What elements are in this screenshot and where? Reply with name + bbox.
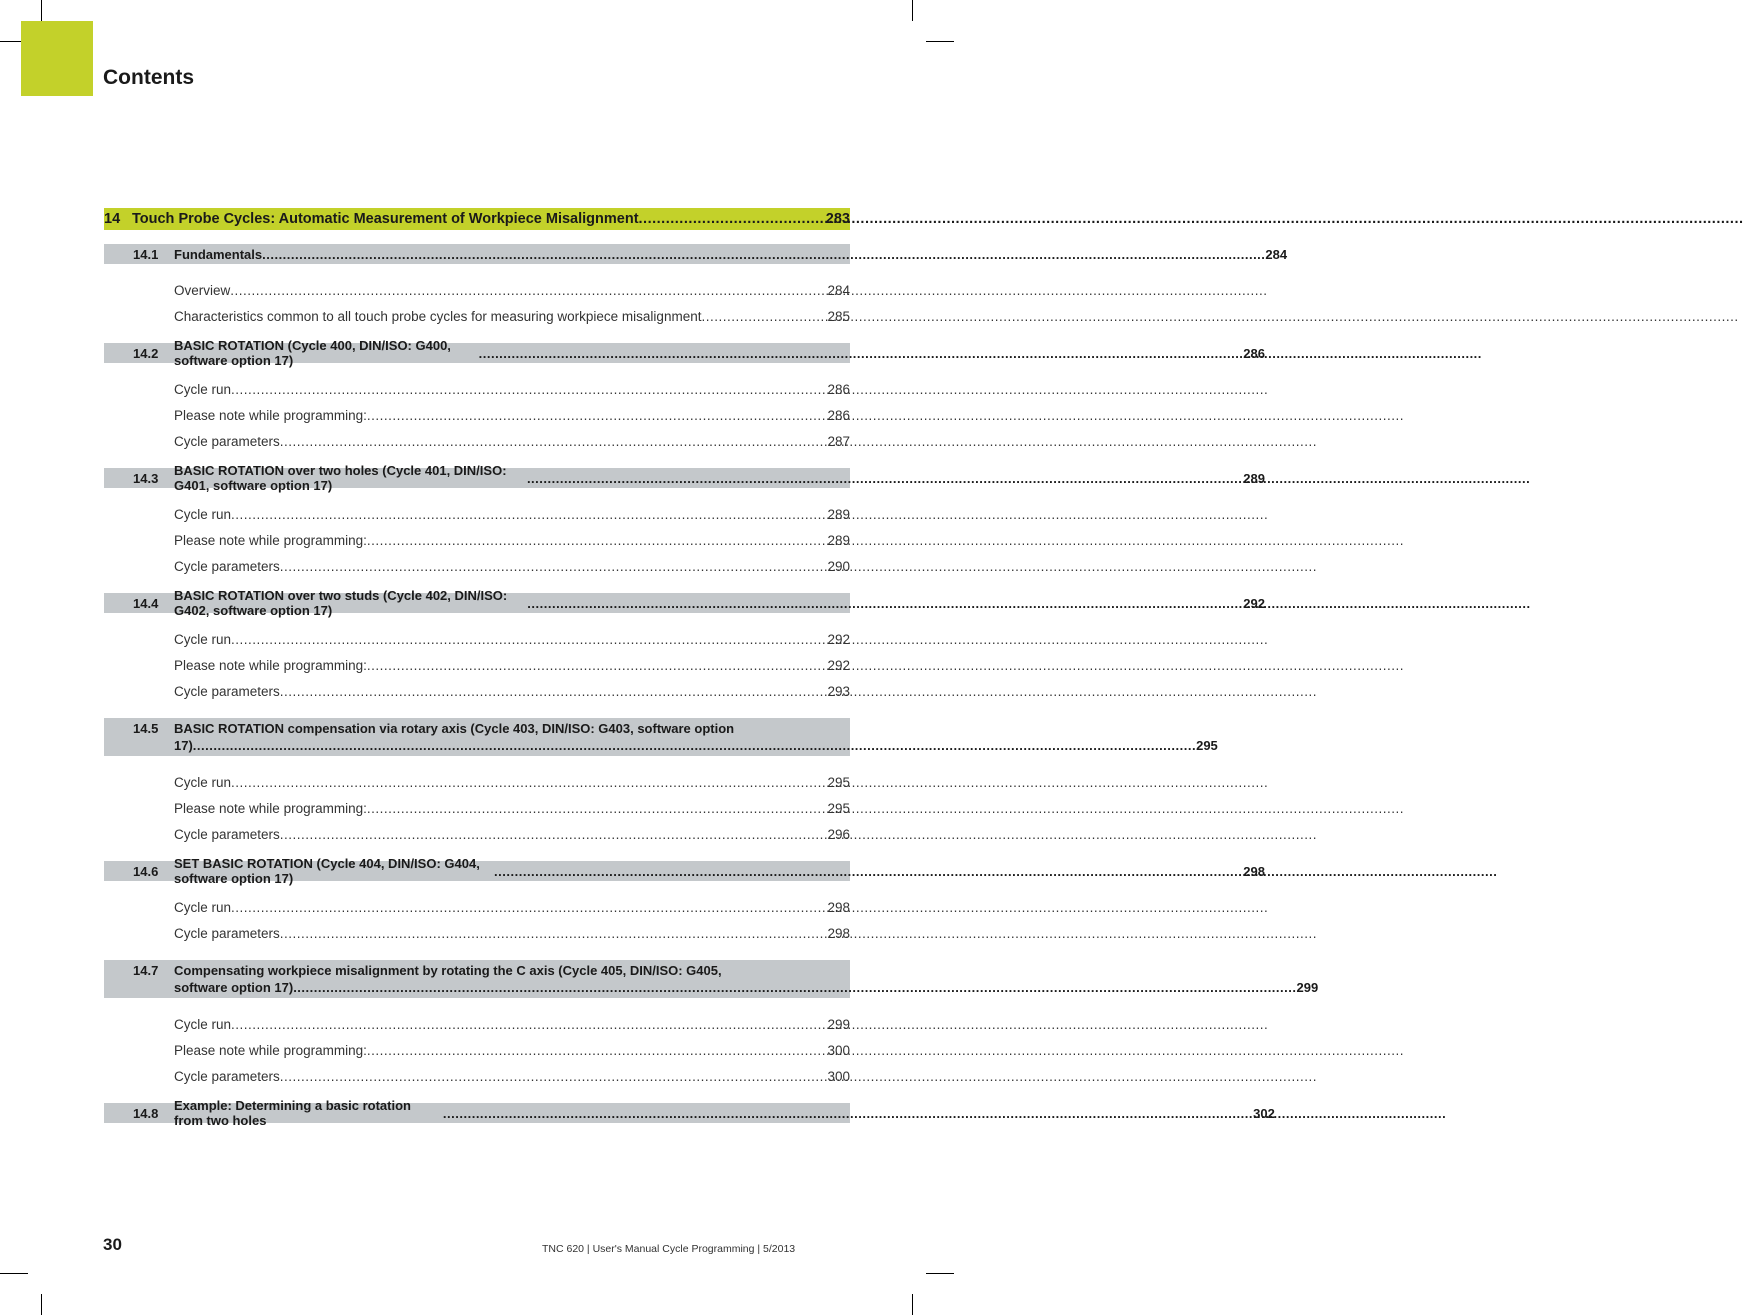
toc-section-heading[interactable]	[104, 718, 1218, 756]
entry-page: 286	[827, 381, 850, 397]
section-number: 14.2	[133, 345, 159, 361]
toc-entry[interactable]	[174, 799, 850, 817]
dot-leader	[280, 1069, 828, 1084]
toc-entry[interactable]	[174, 432, 850, 450]
entry-page: 299	[827, 1016, 850, 1032]
section-title: Fundamentals	[174, 246, 263, 262]
entry-page: 284	[827, 282, 850, 298]
entry-page: 300	[827, 1068, 850, 1084]
dot-leader	[293, 979, 1296, 996]
entry-title: Please note while programming:	[174, 407, 367, 423]
section-title-line2: 17)	[174, 738, 193, 753]
toc-section-heading[interactable]	[104, 1098, 1275, 1128]
toc-entry[interactable]	[174, 630, 850, 648]
section-page: 299	[1296, 980, 1319, 995]
dot-leader	[527, 596, 1243, 611]
dot-leader	[231, 1017, 827, 1032]
toc-entry[interactable]	[174, 1041, 850, 1059]
entry-title: Cycle run	[174, 631, 232, 647]
crop-mark	[41, 1294, 42, 1315]
footer-text: TNC 620 | User's Manual Cycle Programming | 5/2013	[542, 1243, 796, 1255]
toc-section-heading[interactable]	[104, 244, 1288, 264]
entry-title: Cycle parameters	[174, 925, 280, 941]
crop-mark	[926, 41, 954, 42]
entry-title: Cycle run	[174, 381, 232, 397]
section-title: BASIC ROTATION (Cycle 400, DIN/ISO: G400, software option 17)	[174, 338, 451, 368]
entry-page: 293	[827, 683, 850, 699]
dot-leader	[280, 827, 828, 842]
toc-section-heading[interactable]	[104, 338, 1265, 368]
section-number: 14.7	[133, 963, 159, 978]
dot-leader	[367, 658, 828, 673]
dot-leader	[639, 211, 826, 227]
toc-entry[interactable]	[174, 1015, 850, 1033]
dot-leader	[367, 408, 828, 423]
dot-leader	[367, 1043, 828, 1058]
dot-leader	[280, 434, 828, 449]
entry-title: Please note while programming:	[174, 657, 367, 673]
entry-page: 300	[827, 1042, 850, 1058]
dot-leader	[231, 900, 827, 915]
dot-leader	[193, 737, 1196, 754]
entry-title: Cycle parameters	[174, 433, 280, 449]
toc-entry[interactable]	[174, 656, 850, 674]
toc-section-heading[interactable]	[104, 588, 1265, 618]
entry-page: 289	[827, 506, 850, 522]
entry-page: 285	[827, 308, 850, 324]
toc-entry[interactable]	[174, 682, 850, 700]
section-page: 298	[1243, 863, 1265, 879]
section-number: 14.8	[133, 1105, 159, 1121]
section-number: 14.6	[133, 863, 159, 879]
dot-leader	[280, 926, 828, 941]
crop-mark	[912, 0, 913, 21]
entry-title: Please note while programming:	[174, 1042, 367, 1058]
section-title: SET BASIC ROTATION (Cycle 404, DIN/ISO: G404, software option 17)	[174, 856, 480, 886]
section-number: 14.4	[133, 595, 159, 611]
dot-leader	[494, 864, 1243, 879]
section-page: 286	[1243, 345, 1265, 361]
entry-page: 295	[827, 800, 850, 816]
dot-leader	[367, 533, 828, 548]
section-page: 292	[1243, 595, 1265, 611]
section-page: 284	[1265, 246, 1288, 262]
entry-page: 286	[827, 407, 850, 423]
dot-leader	[280, 684, 828, 699]
entry-title: Cycle run	[174, 899, 232, 915]
entry-page: 298	[827, 899, 850, 915]
section-title-line1: BASIC ROTATION compensation via rotary axis (Cycle 403, DIN/ISO: G403, software option	[174, 721, 735, 736]
section-title: BASIC ROTATION over two studs (Cycle 402, DIN/ISO: G402, software option 17)	[174, 588, 508, 618]
crop-mark	[0, 1273, 28, 1274]
toc-entry[interactable]	[174, 825, 850, 843]
dot-leader	[231, 382, 827, 397]
entry-page: 292	[827, 631, 850, 647]
entry-title: Cycle run	[174, 774, 232, 790]
toc-entry[interactable]	[174, 380, 850, 398]
dot-leader	[231, 507, 827, 522]
chapter-number: 14	[104, 211, 121, 227]
page-number: 30	[103, 1235, 122, 1254]
entry-title: Cycle run	[174, 506, 232, 522]
toc-entry[interactable]	[174, 281, 850, 299]
dot-leader	[280, 559, 828, 574]
section-number: 14.5	[133, 721, 159, 736]
dot-leader	[367, 801, 828, 816]
dot-leader	[231, 775, 827, 790]
section-title-line1: Compensating workpiece misalignment by rotating the C axis (Cycle 405, DIN/ISO: G405,	[174, 963, 722, 978]
toc-entry[interactable]	[174, 505, 850, 523]
entry-page: 296	[827, 826, 850, 842]
chapter-title: Touch Probe Cycles: Automatic Measurement of Workpiece Misalignment	[132, 211, 639, 227]
toc-section-heading[interactable]	[104, 856, 1265, 886]
entry-page: 287	[827, 433, 850, 449]
section-page: 289	[1243, 470, 1265, 486]
toc-section-heading[interactable]	[104, 463, 1265, 493]
crop-mark	[912, 1294, 913, 1315]
entry-title: Overview	[174, 282, 231, 298]
entry-title: Cycle run	[174, 1016, 232, 1032]
entry-title: Cycle parameters	[174, 683, 280, 699]
toc-entry[interactable]	[174, 1067, 850, 1085]
crop-mark	[926, 1273, 954, 1274]
toc-entry[interactable]	[174, 557, 850, 575]
dot-leader	[479, 346, 1244, 361]
toc-entry[interactable]	[174, 531, 850, 549]
entry-page: 292	[827, 657, 850, 673]
entry-title: Please note while programming:	[174, 800, 367, 816]
entry-title: Cycle parameters	[174, 1068, 280, 1084]
entry-title: Cycle parameters	[174, 826, 280, 842]
toc-entry[interactable]	[174, 773, 850, 791]
section-title-line2: software option 17)	[174, 980, 294, 995]
entry-page: 295	[827, 774, 850, 790]
section-title: BASIC ROTATION over two holes (Cycle 401, DIN/ISO: G401, software option 17)	[174, 463, 507, 493]
toc-chapter-heading[interactable]	[104, 208, 850, 230]
crop-mark	[41, 0, 42, 21]
toc-section-heading[interactable]	[104, 960, 1319, 998]
entry-title: Cycle parameters	[174, 558, 280, 574]
section-number: 14.3	[133, 470, 159, 486]
page-title: Contents	[103, 66, 194, 89]
dot-leader	[443, 1106, 1253, 1121]
section-title: Example: Determining a basic rotation from two holes	[174, 1098, 411, 1128]
dot-leader	[701, 309, 827, 324]
chapter-page: 283	[825, 211, 850, 227]
dot-leader	[231, 632, 827, 647]
section-page: 302	[1253, 1105, 1275, 1121]
toc-entry[interactable]	[174, 924, 850, 942]
entry-page: 289	[827, 532, 850, 548]
toc-entry[interactable]	[174, 406, 850, 424]
dot-leader	[527, 471, 1243, 486]
dot-leader	[230, 283, 827, 298]
section-page: 295	[1196, 738, 1218, 753]
section-number: 14.1	[133, 246, 159, 262]
entry-page: 290	[827, 558, 850, 574]
toc-entry[interactable]	[174, 898, 850, 916]
chapter-color-tab	[21, 21, 93, 96]
entry-title: Characteristics common to all touch probe cycles for measuring workpiece misalignment	[174, 308, 702, 324]
entry-page: 298	[827, 925, 850, 941]
toc-entry[interactable]	[174, 307, 850, 325]
dot-leader	[262, 247, 1265, 262]
entry-title: Please note while programming:	[174, 532, 367, 548]
